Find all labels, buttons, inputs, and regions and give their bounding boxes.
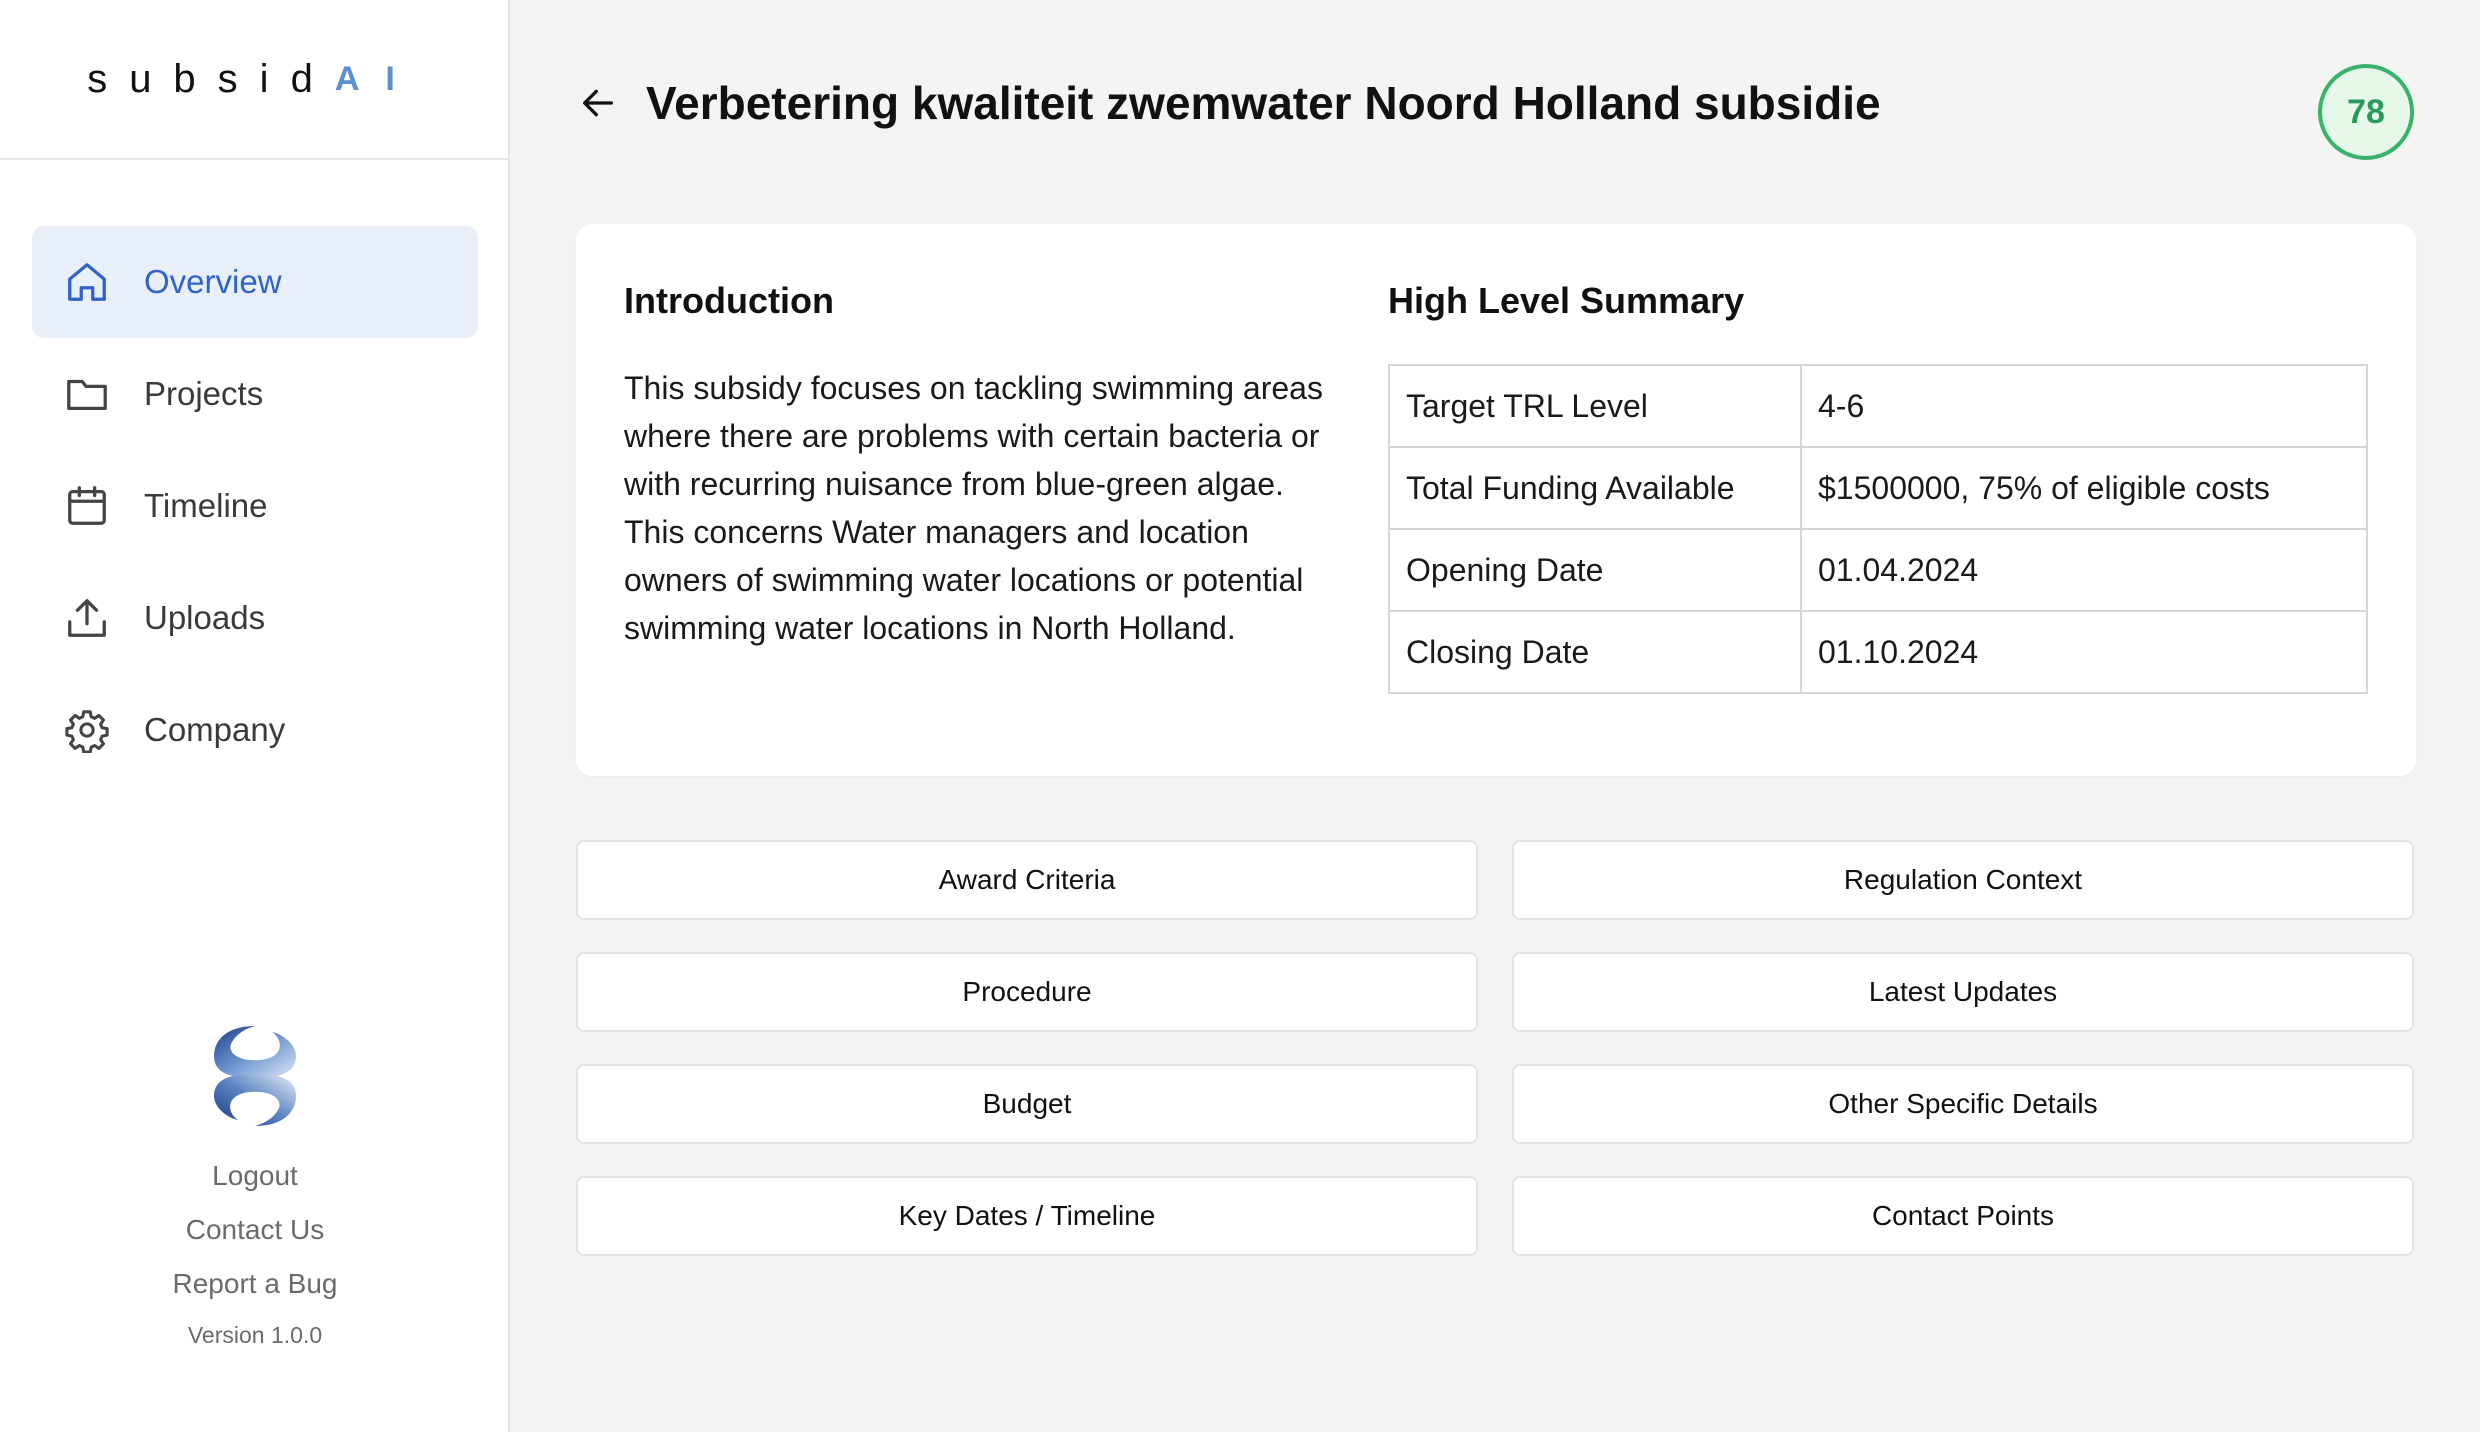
sidebar-item-overview[interactable]: [32, 226, 478, 338]
introduction-text: This subsidy focuses on tackling swimming areas where there are problems with certain bacteria or with recurring nuisance from blue-green algae. This concerns Water managers and location owners of swimming water locations or potential swimming water locations in North Holland.: [624, 370, 1323, 646]
summary-title: High Level Summary: [1388, 280, 1745, 321]
logo-wordmark: subsid: [87, 56, 335, 101]
latest-updates-button[interactable]: Latest Updates: [1512, 952, 2414, 1032]
regulation-context-button[interactable]: Regulation Context: [1512, 840, 2414, 920]
score-badge: 78: [2318, 64, 2414, 160]
table-cell-key: Target TRL Level: [1389, 365, 1801, 447]
key-dates-timeline-button[interactable]: Key Dates / Timeline: [576, 1176, 1478, 1256]
calendar-icon: [62, 481, 112, 531]
sidebar-item-timeline[interactable]: [32, 450, 478, 562]
table-cell-value: 01.04.2024: [1801, 529, 2367, 611]
sidebar-item-company[interactable]: [32, 674, 478, 786]
logo-ai-suffix: AI: [334, 59, 421, 98]
back-arrow-icon[interactable]: [578, 81, 622, 125]
table-cell-value: $1500000, 75% of eligible costs: [1801, 447, 2367, 529]
sidebar-item-label: Uploads: [144, 599, 266, 636]
other-specific-details-button[interactable]: Other Specific Details: [1512, 1064, 2414, 1144]
sidebar-nav: [32, 226, 478, 786]
home-icon: [62, 257, 112, 307]
table-row: [1389, 365, 2367, 447]
table-cell-value: 4-6: [1801, 365, 2367, 447]
sidebar-item-label: Projects: [144, 375, 264, 412]
sidebar-item-uploads[interactable]: [32, 562, 478, 674]
summary-table: [1388, 364, 2368, 694]
table-row: [1389, 611, 2367, 693]
contact-points-button[interactable]: Contact Points: [1512, 1176, 2414, 1256]
report-bug-link[interactable]: Report a Bug: [172, 1268, 338, 1299]
introduction-title: Introduction: [624, 280, 834, 321]
table-row: [1389, 529, 2367, 611]
sidebar-item-label: Overview: [144, 263, 282, 300]
table-row: [1389, 447, 2367, 529]
sidebar-footer: [0, 1024, 510, 1349]
app-logo[interactable]: [0, 0, 508, 160]
sidebar-item-label: Company: [144, 711, 286, 748]
logout-link[interactable]: Logout: [212, 1160, 298, 1191]
table-cell-key: Total Funding Available: [1389, 447, 1801, 529]
page-header: [578, 76, 1881, 130]
sidebar-item-label: Timeline: [144, 487, 268, 524]
gear-icon: [62, 705, 112, 755]
sidebar: [0, 0, 510, 1432]
table-cell-key: Closing Date: [1389, 611, 1801, 693]
table-cell-value: 01.10.2024: [1801, 611, 2367, 693]
table-cell-key: Opening Date: [1389, 529, 1801, 611]
procedure-button[interactable]: Procedure: [576, 952, 1478, 1032]
main-content: [510, 0, 2480, 1432]
contact-us-link[interactable]: Contact Us: [185, 1214, 325, 1245]
version-label: Version 1.0.0: [187, 1322, 323, 1348]
sidebar-item-projects[interactable]: [32, 338, 478, 450]
introduction-section: [624, 280, 1334, 652]
folder-icon: [62, 369, 112, 419]
summary-section: [1388, 280, 2368, 694]
budget-button[interactable]: Budget: [576, 1064, 1478, 1144]
award-criteria-button[interactable]: Award Criteria: [576, 840, 1478, 920]
page-title: Verbetering kwaliteit zwemwater Noord Holland subsidie: [646, 77, 1881, 129]
upload-icon: [62, 593, 112, 643]
overview-card: [576, 224, 2416, 776]
brand-mark-logo: [212, 1024, 298, 1128]
